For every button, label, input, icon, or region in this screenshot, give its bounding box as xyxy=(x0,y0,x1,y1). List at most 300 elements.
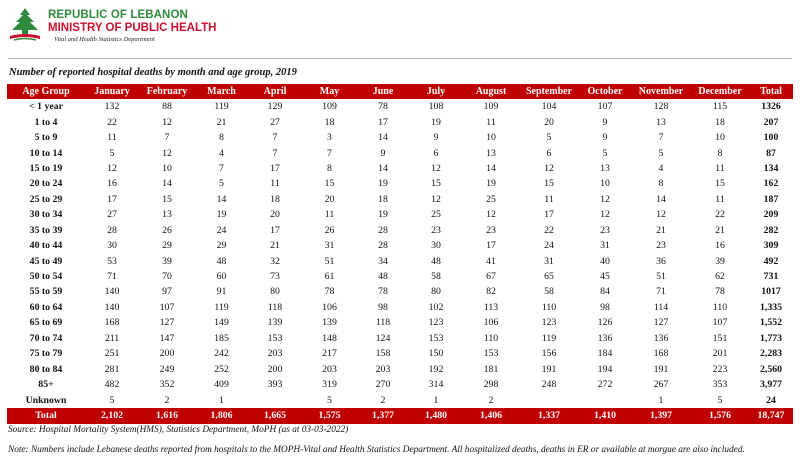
age-group-cell: 30 to 34 xyxy=(29,209,63,221)
value-cell: 127 xyxy=(159,317,175,329)
table-row xyxy=(7,192,793,207)
source-note: Source: Hospital Mortality System(HMS), Statistics Department, MoPH (as at 03-03-2022) xyxy=(8,425,349,435)
age-group-cell: 45 to 49 xyxy=(29,255,63,267)
value-cell: 1 xyxy=(658,394,664,406)
value-cell: 1,335 xyxy=(759,301,783,313)
value-cell: 106 xyxy=(483,317,499,329)
value-cell: 88 xyxy=(162,101,172,113)
table-row xyxy=(7,161,793,176)
value-cell: 107 xyxy=(159,301,175,313)
value-cell: 158 xyxy=(375,348,391,360)
value-cell: 7 xyxy=(272,132,278,144)
value-cell: 80 xyxy=(270,286,280,298)
value-cell: 251 xyxy=(104,348,120,360)
value-cell: 8 xyxy=(219,132,224,144)
value-cell: 7 xyxy=(658,132,664,144)
value-cell: 24 xyxy=(766,394,776,406)
footnote: Note: Numbers include Lebanese deaths reported from hospitals to the MOPH-Vital and Health Statistics Department. All hospitalized deaths, deaths in ER or available at morgue are also included. xyxy=(8,445,745,455)
value-cell: 34 xyxy=(378,255,388,267)
table-row xyxy=(7,99,793,114)
value-cell: 129 xyxy=(267,101,283,113)
value-cell: 41 xyxy=(486,255,496,267)
column-header: August xyxy=(463,84,519,99)
header-divider xyxy=(8,58,792,59)
value-cell: 128 xyxy=(653,101,669,113)
value-cell: 28 xyxy=(378,240,388,252)
value-cell: 58 xyxy=(431,271,441,283)
value-cell: 36 xyxy=(656,255,666,267)
value-cell: 217 xyxy=(322,348,337,360)
value-cell: 87 xyxy=(766,147,776,159)
value-cell: 6 xyxy=(546,147,552,159)
value-cell: 270 xyxy=(375,379,391,391)
value-cell: 25 xyxy=(431,209,441,221)
value-cell: 16 xyxy=(107,178,117,190)
value-cell: 14 xyxy=(656,193,666,205)
value-cell: 17 xyxy=(107,193,117,205)
cedar-tree-icon xyxy=(8,6,42,42)
age-group-cell: 60 to 64 xyxy=(29,301,63,313)
value-cell: 25 xyxy=(486,193,496,205)
value-cell: 15 xyxy=(431,178,441,190)
value-cell: 48 xyxy=(216,255,227,267)
total-value-cell: 1,616 xyxy=(139,408,195,424)
value-cell: 78 xyxy=(324,286,335,298)
value-cell: 127 xyxy=(653,317,669,329)
value-cell: 187 xyxy=(763,193,779,205)
table-row xyxy=(7,176,793,191)
value-cell: 1 xyxy=(219,394,224,406)
value-cell: 18 xyxy=(378,193,388,205)
value-cell: 126 xyxy=(597,317,613,329)
value-cell: 110 xyxy=(712,301,728,313)
value-cell: 4 xyxy=(658,162,664,174)
value-cell: 21 xyxy=(715,224,725,236)
value-cell: 5 xyxy=(109,394,115,406)
value-cell: 153 xyxy=(267,332,283,344)
column-header: March xyxy=(195,84,248,99)
value-cell: 139 xyxy=(322,317,337,329)
value-cell: 24 xyxy=(544,240,554,252)
value-cell: 5 xyxy=(658,147,664,159)
value-cell: 113 xyxy=(483,301,499,313)
total-value-cell: 1,665 xyxy=(248,408,302,424)
value-cell: 353 xyxy=(712,379,728,391)
value-cell: 119 xyxy=(214,301,229,313)
age-group-cell: 85+ xyxy=(38,379,54,391)
value-cell: 115 xyxy=(712,101,728,113)
value-cell: 39 xyxy=(715,255,725,267)
value-cell: 242 xyxy=(214,348,229,360)
age-group-cell: 75 to 79 xyxy=(29,348,63,360)
column-header: May xyxy=(302,84,357,99)
value-cell: 14 xyxy=(378,132,388,144)
value-cell: 12 xyxy=(162,116,172,128)
age-group-cell: 5 to 9 xyxy=(34,132,58,144)
value-cell: 12 xyxy=(486,209,496,221)
age-group-cell: 40 to 44 xyxy=(29,240,63,252)
value-cell: 114 xyxy=(653,301,669,313)
value-cell: 201 xyxy=(712,348,728,360)
value-cell: 200 xyxy=(159,348,175,360)
value-cell: 19 xyxy=(431,116,441,128)
value-cell: 12 xyxy=(600,209,610,221)
total-value-cell: 1,337 xyxy=(519,408,579,424)
value-cell: 100 xyxy=(763,132,779,144)
value-cell: 11 xyxy=(715,193,725,205)
value-cell: 65 xyxy=(544,271,554,283)
table-row xyxy=(7,114,793,129)
value-cell: 203 xyxy=(322,363,337,375)
value-cell: 1017 xyxy=(761,286,781,298)
table-row xyxy=(7,223,793,238)
value-cell: 17 xyxy=(270,162,280,174)
value-cell: 2 xyxy=(488,394,494,406)
value-cell: 124 xyxy=(375,332,391,344)
value-cell: 12 xyxy=(431,193,441,205)
org-line-department: Vital and Health Statistics Department xyxy=(54,36,155,43)
value-cell: 9 xyxy=(433,132,439,144)
value-cell: 15 xyxy=(324,178,335,190)
value-cell: 21 xyxy=(270,240,280,252)
value-cell: 11 xyxy=(270,178,280,190)
value-cell: 22 xyxy=(715,209,725,221)
value-cell: 151 xyxy=(712,332,728,344)
value-cell: 31 xyxy=(600,240,610,252)
value-cell: 185 xyxy=(214,332,229,344)
value-cell: 140 xyxy=(104,286,120,298)
value-cell: 98 xyxy=(600,301,610,313)
value-cell: 12 xyxy=(544,162,554,174)
value-cell: 20 xyxy=(544,116,554,128)
value-cell: 209 xyxy=(763,209,779,221)
value-cell: 314 xyxy=(428,379,444,391)
value-cell: 62 xyxy=(715,271,725,283)
total-value-cell: 1,377 xyxy=(357,408,409,424)
value-cell: 14 xyxy=(378,162,388,174)
value-cell: 5 xyxy=(109,147,115,159)
value-cell: 53 xyxy=(107,255,117,267)
value-cell: 13 xyxy=(656,116,666,128)
value-cell: 203 xyxy=(375,363,391,375)
table-row xyxy=(7,253,793,268)
value-cell: 731 xyxy=(763,271,779,283)
column-header: February xyxy=(139,84,195,99)
value-cell: 492 xyxy=(763,255,779,267)
value-cell: 12 xyxy=(600,193,610,205)
value-cell: 272 xyxy=(597,379,613,391)
organization-header xyxy=(48,9,216,44)
value-cell: 80 xyxy=(431,286,441,298)
table-row xyxy=(7,361,793,376)
value-cell: 200 xyxy=(267,363,283,375)
value-cell: 1 xyxy=(433,394,439,406)
value-cell: 153 xyxy=(428,332,444,344)
value-cell: 123 xyxy=(428,317,444,329)
total-value-cell: 1,406 xyxy=(463,408,519,424)
value-cell: 84 xyxy=(600,286,610,298)
value-cell: 5 xyxy=(602,147,608,159)
column-header: July xyxy=(409,84,463,99)
value-cell: 14 xyxy=(216,193,227,205)
value-cell: 32 xyxy=(270,255,280,267)
table-row xyxy=(7,238,793,253)
value-cell: 249 xyxy=(159,363,175,375)
value-cell: 191 xyxy=(653,363,669,375)
age-group-cell: 80 to 84 xyxy=(29,363,63,375)
value-cell: 4 xyxy=(219,147,224,159)
value-cell: 11 xyxy=(486,116,496,128)
value-cell: 27 xyxy=(107,209,117,221)
value-cell: 119 xyxy=(214,101,229,113)
value-cell: 71 xyxy=(656,286,666,298)
value-cell: 17 xyxy=(486,240,496,252)
total-value-cell: 18,747 xyxy=(749,408,793,424)
value-cell: 67 xyxy=(486,271,496,283)
age-group-cell: 50 to 54 xyxy=(29,271,63,283)
value-cell: 1,773 xyxy=(759,332,783,344)
table-row xyxy=(7,300,793,315)
value-cell: 82 xyxy=(486,286,496,298)
value-cell: 184 xyxy=(597,348,613,360)
value-cell: 2 xyxy=(380,394,386,406)
value-cell: 16 xyxy=(715,240,725,252)
value-cell: 11 xyxy=(324,209,335,221)
value-cell: 1,552 xyxy=(759,317,783,329)
total-label-cell: Total xyxy=(7,408,85,424)
total-value-cell: 1,480 xyxy=(409,408,463,424)
age-group-cell: 55 to 59 xyxy=(29,286,63,298)
value-cell: 13 xyxy=(162,209,172,221)
value-cell: 9 xyxy=(380,147,386,159)
value-cell: 409 xyxy=(214,379,229,391)
value-cell: 70 xyxy=(162,271,172,283)
value-cell: 12 xyxy=(107,162,117,174)
value-cell: 106 xyxy=(322,301,337,313)
value-cell: 10 xyxy=(715,132,725,144)
value-cell: 3,977 xyxy=(759,379,783,391)
value-cell: 45 xyxy=(600,271,610,283)
value-cell: 51 xyxy=(324,255,335,267)
value-cell: 393 xyxy=(267,379,283,391)
age-group-cell: 20 to 24 xyxy=(29,178,63,190)
value-cell: 27 xyxy=(270,116,280,128)
value-cell: 118 xyxy=(267,301,283,313)
value-cell: 153 xyxy=(483,348,499,360)
value-cell: 3 xyxy=(327,132,332,144)
value-cell: 17 xyxy=(378,116,388,128)
total-value-cell: 1,576 xyxy=(691,408,749,424)
value-cell: 19 xyxy=(378,178,388,190)
value-cell: 162 xyxy=(763,178,779,190)
value-cell: 2,560 xyxy=(759,363,783,375)
org-line-ministry: MINISTRY OF PUBLIC HEALTH xyxy=(48,22,217,34)
value-cell: 150 xyxy=(428,348,444,360)
value-cell: 71 xyxy=(107,271,117,283)
value-cell: 107 xyxy=(712,317,728,329)
value-cell: 24 xyxy=(216,224,227,236)
value-cell: 156 xyxy=(541,348,557,360)
value-cell: 18 xyxy=(715,116,725,128)
age-group-cell: 25 to 29 xyxy=(29,193,63,205)
value-cell: 482 xyxy=(104,379,120,391)
value-cell xyxy=(579,392,631,407)
value-cell: 7 xyxy=(327,147,332,159)
value-cell: 192 xyxy=(428,363,444,375)
value-cell: 12 xyxy=(162,147,172,159)
total-value-cell: 1,806 xyxy=(195,408,248,424)
value-cell: 207 xyxy=(763,116,779,128)
value-cell: 13 xyxy=(486,147,496,159)
table-row xyxy=(7,346,793,361)
value-cell: 30 xyxy=(431,240,441,252)
value-cell: 21 xyxy=(656,224,666,236)
value-cell: 139 xyxy=(267,317,283,329)
value-cell: 281 xyxy=(104,363,120,375)
value-cell: 23 xyxy=(656,240,666,252)
value-cell: 309 xyxy=(763,240,779,252)
value-cell: 51 xyxy=(656,271,666,283)
value-cell: 104 xyxy=(541,101,557,113)
value-cell: 7 xyxy=(272,147,278,159)
deaths-table xyxy=(7,84,793,424)
value-cell: 148 xyxy=(322,332,337,344)
value-cell: 22 xyxy=(107,116,117,128)
value-cell: 31 xyxy=(544,255,554,267)
value-cell: 78 xyxy=(715,286,725,298)
value-cell: 8 xyxy=(717,147,723,159)
value-cell: 19 xyxy=(486,178,496,190)
age-group-cell: 1 to 4 xyxy=(34,116,58,128)
value-cell: 30 xyxy=(107,240,117,252)
value-cell: 118 xyxy=(375,317,391,329)
value-cell: 136 xyxy=(597,332,613,344)
total-value-cell: 1,410 xyxy=(579,408,631,424)
value-cell: 181 xyxy=(483,363,499,375)
value-cell: 223 xyxy=(712,363,728,375)
value-cell: 14 xyxy=(162,178,172,190)
column-header: November xyxy=(631,84,691,99)
table-header-row xyxy=(7,84,793,99)
value-cell: 10 xyxy=(600,178,610,190)
value-cell: 2,283 xyxy=(759,348,783,360)
value-cell: 134 xyxy=(763,162,779,174)
value-cell: 10 xyxy=(486,132,496,144)
value-cell: 8 xyxy=(658,178,664,190)
value-cell: 11 xyxy=(544,193,554,205)
value-cell: 31 xyxy=(324,240,335,252)
value-cell: 248 xyxy=(541,379,557,391)
age-group-cell: < 1 year xyxy=(29,101,63,113)
value-cell: 15 xyxy=(162,193,172,205)
value-cell: 11 xyxy=(715,162,725,174)
value-cell: 58 xyxy=(544,286,554,298)
value-cell: 78 xyxy=(378,101,388,113)
age-group-cell: 65 to 69 xyxy=(29,317,63,329)
value-cell: 102 xyxy=(428,301,444,313)
value-cell: 2 xyxy=(164,394,170,406)
value-cell: 39 xyxy=(162,255,172,267)
value-cell: 109 xyxy=(322,101,337,113)
value-cell: 23 xyxy=(431,224,441,236)
value-cell: 15 xyxy=(544,178,554,190)
age-group-cell: 15 to 19 xyxy=(29,162,63,174)
column-header: June xyxy=(357,84,409,99)
value-cell: 61 xyxy=(324,271,335,283)
value-cell: 123 xyxy=(541,317,557,329)
value-cell: 194 xyxy=(597,363,613,375)
value-cell: 20 xyxy=(324,193,335,205)
value-cell: 28 xyxy=(107,224,117,236)
column-header: January xyxy=(85,84,139,99)
value-cell: 19 xyxy=(378,209,388,221)
value-cell: 20 xyxy=(270,209,280,221)
value-cell: 1326 xyxy=(761,101,781,113)
value-cell: 319 xyxy=(322,379,337,391)
value-cell: 40 xyxy=(600,255,610,267)
value-cell: 211 xyxy=(104,332,120,344)
org-line-republic: REPUBLIC OF LEBANON xyxy=(48,9,188,21)
value-cell: 267 xyxy=(653,379,669,391)
value-cell xyxy=(248,392,302,407)
total-row xyxy=(7,408,793,424)
column-header: December xyxy=(691,84,749,99)
value-cell: 48 xyxy=(431,255,441,267)
value-cell: 26 xyxy=(324,224,335,236)
value-cell: 9 xyxy=(602,116,608,128)
column-header: October xyxy=(579,84,631,99)
value-cell: 8 xyxy=(327,162,332,174)
age-group-cell: Unknown xyxy=(25,394,67,406)
value-cell: 13 xyxy=(600,162,610,174)
value-cell: 73 xyxy=(270,271,280,283)
value-cell: 6 xyxy=(433,147,439,159)
value-cell: 282 xyxy=(763,224,779,236)
value-cell: 203 xyxy=(267,348,283,360)
column-header: Age Group xyxy=(7,84,85,99)
value-cell: 23 xyxy=(486,224,496,236)
age-group-cell: 70 to 74 xyxy=(29,332,63,344)
value-cell: 19 xyxy=(216,209,227,221)
value-cell: 136 xyxy=(653,332,669,344)
value-cell: 147 xyxy=(159,332,175,344)
value-cell: 12 xyxy=(431,162,441,174)
value-cell: 15 xyxy=(715,178,725,190)
table-row xyxy=(7,284,793,299)
column-header: September xyxy=(519,84,579,99)
value-cell xyxy=(519,392,579,407)
value-cell: 108 xyxy=(428,101,444,113)
total-value-cell: 1,575 xyxy=(302,408,357,424)
table-row xyxy=(7,331,793,346)
value-cell: 132 xyxy=(104,101,120,113)
total-value-cell: 2,102 xyxy=(85,408,139,424)
table-row xyxy=(7,207,793,222)
table-row xyxy=(7,145,793,160)
total-value-cell: 1,397 xyxy=(631,408,691,424)
value-cell: 7 xyxy=(219,162,224,174)
value-cell: 168 xyxy=(653,348,669,360)
value-cell: 119 xyxy=(541,332,557,344)
value-cell: 5 xyxy=(717,394,723,406)
column-header: Total xyxy=(749,84,793,99)
value-cell: 29 xyxy=(216,240,227,252)
value-cell: 11 xyxy=(107,132,117,144)
value-cell: 14 xyxy=(486,162,496,174)
value-cell: 98 xyxy=(378,301,388,313)
value-cell: 7 xyxy=(164,132,170,144)
value-cell: 298 xyxy=(483,379,499,391)
